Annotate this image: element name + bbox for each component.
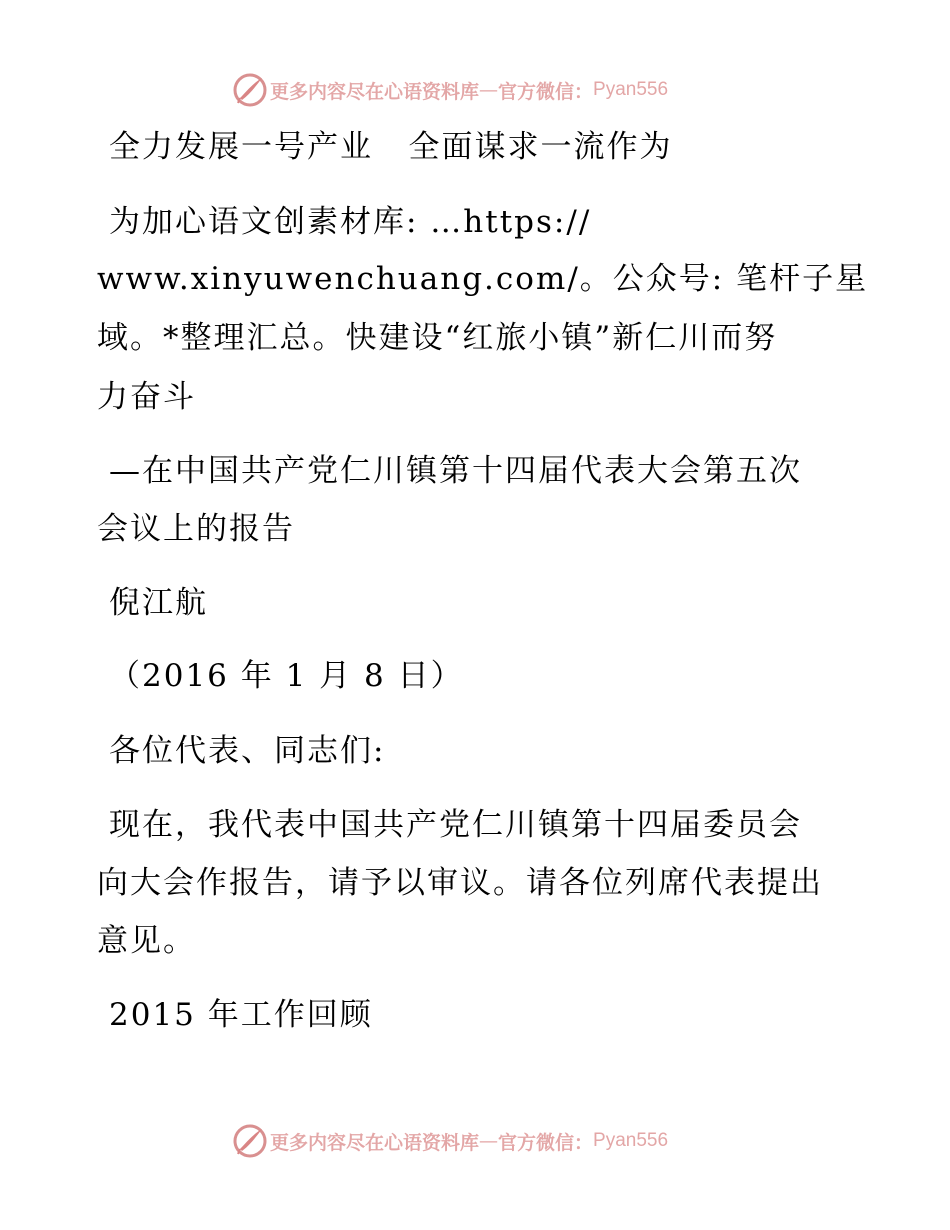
text-line: 向大会作报告，请予以审议。请各位列席代表提出 — [97, 865, 823, 901]
author-name: 倪江航 — [109, 585, 208, 621]
watermark-separator: — — [479, 1130, 499, 1152]
text-line: 为加心语文创素材库: …https:// — [109, 204, 592, 240]
text-line: 力奋斗 — [97, 379, 196, 415]
header-watermark — [232, 70, 732, 110]
footer-watermark — [232, 1121, 732, 1161]
text-line: 现在，我代表中国共产党仁川镇第十四届委员会 — [109, 807, 802, 843]
section-heading: 2015 年工作回顾 — [109, 997, 373, 1033]
subtitle-line: 会议上的报告 — [97, 511, 295, 547]
text-line: www.xinyuwenchuang.com/。公众号: 笔杆子星 — [97, 261, 869, 297]
quill-pen-logo-icon — [232, 1123, 268, 1159]
watermark-brand: 更多内容尽在心语资料库 — [270, 80, 480, 103]
quill-pen-logo-icon — [232, 72, 268, 108]
watermark-brand: 更多内容尽在心语资料库 — [270, 1131, 480, 1154]
watermark-wechat-label: 官方微信： — [498, 80, 594, 103]
watermark-wechat-label: 官方微信： — [498, 1131, 594, 1154]
watermark-separator: — — [479, 79, 499, 101]
document-date: （2016 年 1 月 8 日） — [109, 658, 464, 694]
subtitle-line: —在中国共产党仁川镇第十四届代表大会第五次 — [109, 453, 802, 489]
watermark-wechat-id: Pyan556 — [593, 1130, 669, 1151]
text-line: 意见。 — [97, 923, 196, 959]
salutation: 各位代表、同志们: — [109, 733, 386, 769]
text-line: 域。*整理汇总。快建设“红旅小镇”新仁川而努 — [97, 320, 778, 356]
watermark-wechat-id: Pyan556 — [593, 79, 669, 100]
document-title: 全力发展一号产业 全面谋求一流作为 — [109, 129, 673, 165]
